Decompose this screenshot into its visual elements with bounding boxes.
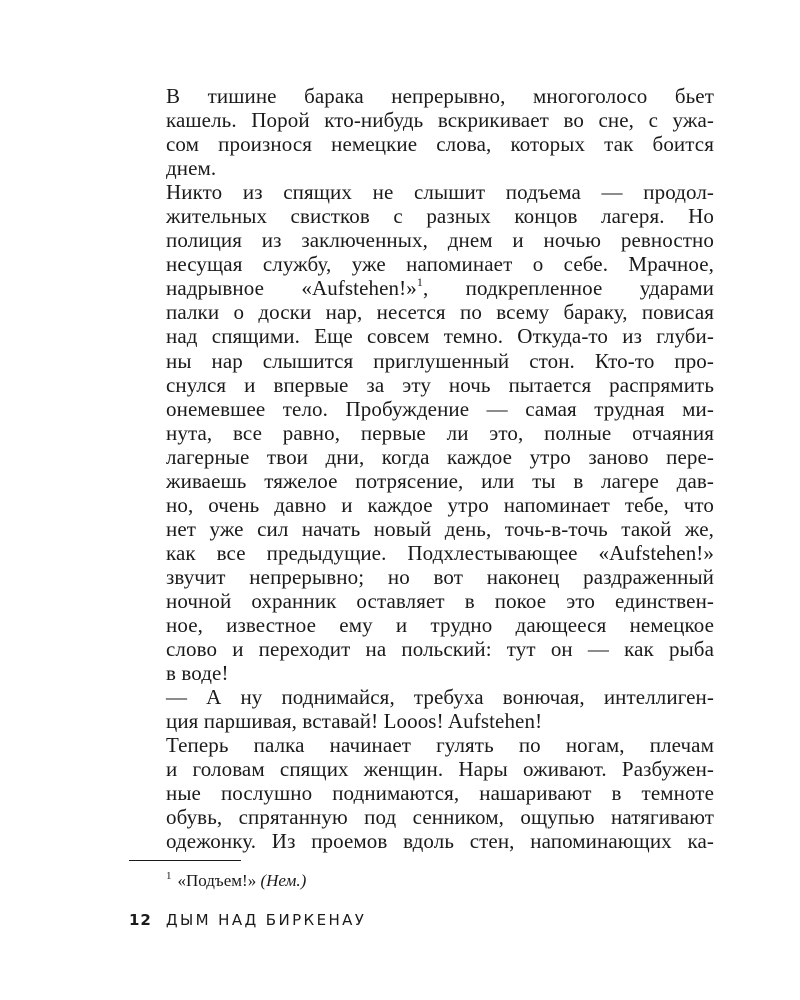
text-line: ное, известное ему и трудно дающееся немецкое <box>166 613 714 638</box>
text-line: кашель. Порой кто-нибудь вскрикивает во сне, с ужа- <box>166 108 714 133</box>
text-line: Никто из спящих не слышит подъема — продол- <box>166 180 714 205</box>
text-line: лагерные твои дни, когда каждое утро заново пере- <box>166 444 714 469</box>
text-line: над спящими. Еще совсем темно. Откуда-то из глуби- <box>166 324 714 349</box>
text-line: полиция из заключенных, днем и ночью ревностно <box>166 228 714 253</box>
page-number: 12 <box>129 911 152 929</box>
text-line: онемевшее тело. Пробуждение — самая трудная ми- <box>166 396 714 421</box>
text-line: ны нар слышится приглушенный стон. Кто-то про- <box>166 348 714 373</box>
text-line: В тишине барака непрерывно, многоголосо бьет <box>166 84 714 108</box>
text-line: несущая службу, уже напоминает о себе. Мрачное, <box>166 252 714 277</box>
footnote-divider <box>129 860 241 861</box>
text-line: — А ну поднимайся, требуха вонючая, интеллиген- <box>166 685 714 710</box>
body-text <box>129 84 714 854</box>
text-line: снулся и впервые за эту ночь пытается распрямить <box>166 372 714 397</box>
book-title: ДЫМ НАД БИРКЕНАУ <box>165 911 367 929</box>
text-line: нута, все равно, первые ли это, полные отчаяния <box>166 420 714 445</box>
text-line: слово и переходит на польский: тут он — как рыба <box>166 637 714 662</box>
paragraph-2 <box>129 180 714 685</box>
text-line: днем. <box>166 156 217 181</box>
text-line: как все предыдущие. Подхлестывающее «Aufstehen!» <box>166 540 714 565</box>
footnote-language: (Нем.) <box>260 871 307 890</box>
text-line: звучит непрерывно; но вот наконец раздраженный <box>166 564 714 589</box>
paragraph-1 <box>129 84 714 180</box>
text-line: ные послушно поднимаются, нашаривают в темноте <box>166 781 714 806</box>
text-line: ночной охранник оставляет в покое это единствен- <box>166 588 714 613</box>
text-line: сом произнося немецкие слова, которых так боится <box>166 132 714 157</box>
text-line: но, очень давно и каждое утро напоминает тебе, что <box>166 492 714 517</box>
text-line: Теперь палка начинает гулять по ногам, плечам <box>166 733 714 758</box>
text-line-with-footnote <box>129 276 714 300</box>
footnote-number: 1 <box>166 870 172 883</box>
text-line-tail: , подкрепленное ударами <box>422 276 715 301</box>
running-footer <box>129 910 366 930</box>
text-line: жительных свистков с разных концов лагеря. Но <box>166 204 714 229</box>
text-line: одежонку. Из проемов вдоль стен, напоминающих ка- <box>166 829 714 854</box>
text-line-head: надрывное «Aufstehen!» <box>166 276 417 301</box>
text-line: и головам спящих женщин. Нары оживают. Разбужен- <box>166 757 714 782</box>
text-line: ция паршивая, вставай! Looos! Aufstehen! <box>166 709 543 734</box>
paragraph-3 <box>129 685 714 733</box>
text-line: палки о доски нар, несется по всему бараку, повисая <box>166 300 714 325</box>
text-line: в воде! <box>166 661 229 686</box>
text-line: нет уже сил начать новый день, точь-в-точь такой же, <box>166 516 714 541</box>
paragraph-4 <box>129 733 714 853</box>
text-line: живаешь тяжелое потрясение, или ты в лагере дав- <box>166 468 714 493</box>
footnote <box>166 871 306 891</box>
text-line: обувь, спрятанную под сенником, ощупью натягивают <box>166 805 714 830</box>
footnote-text: «Подъем!» <box>177 871 257 890</box>
footnote-reference: 1 <box>416 275 423 290</box>
